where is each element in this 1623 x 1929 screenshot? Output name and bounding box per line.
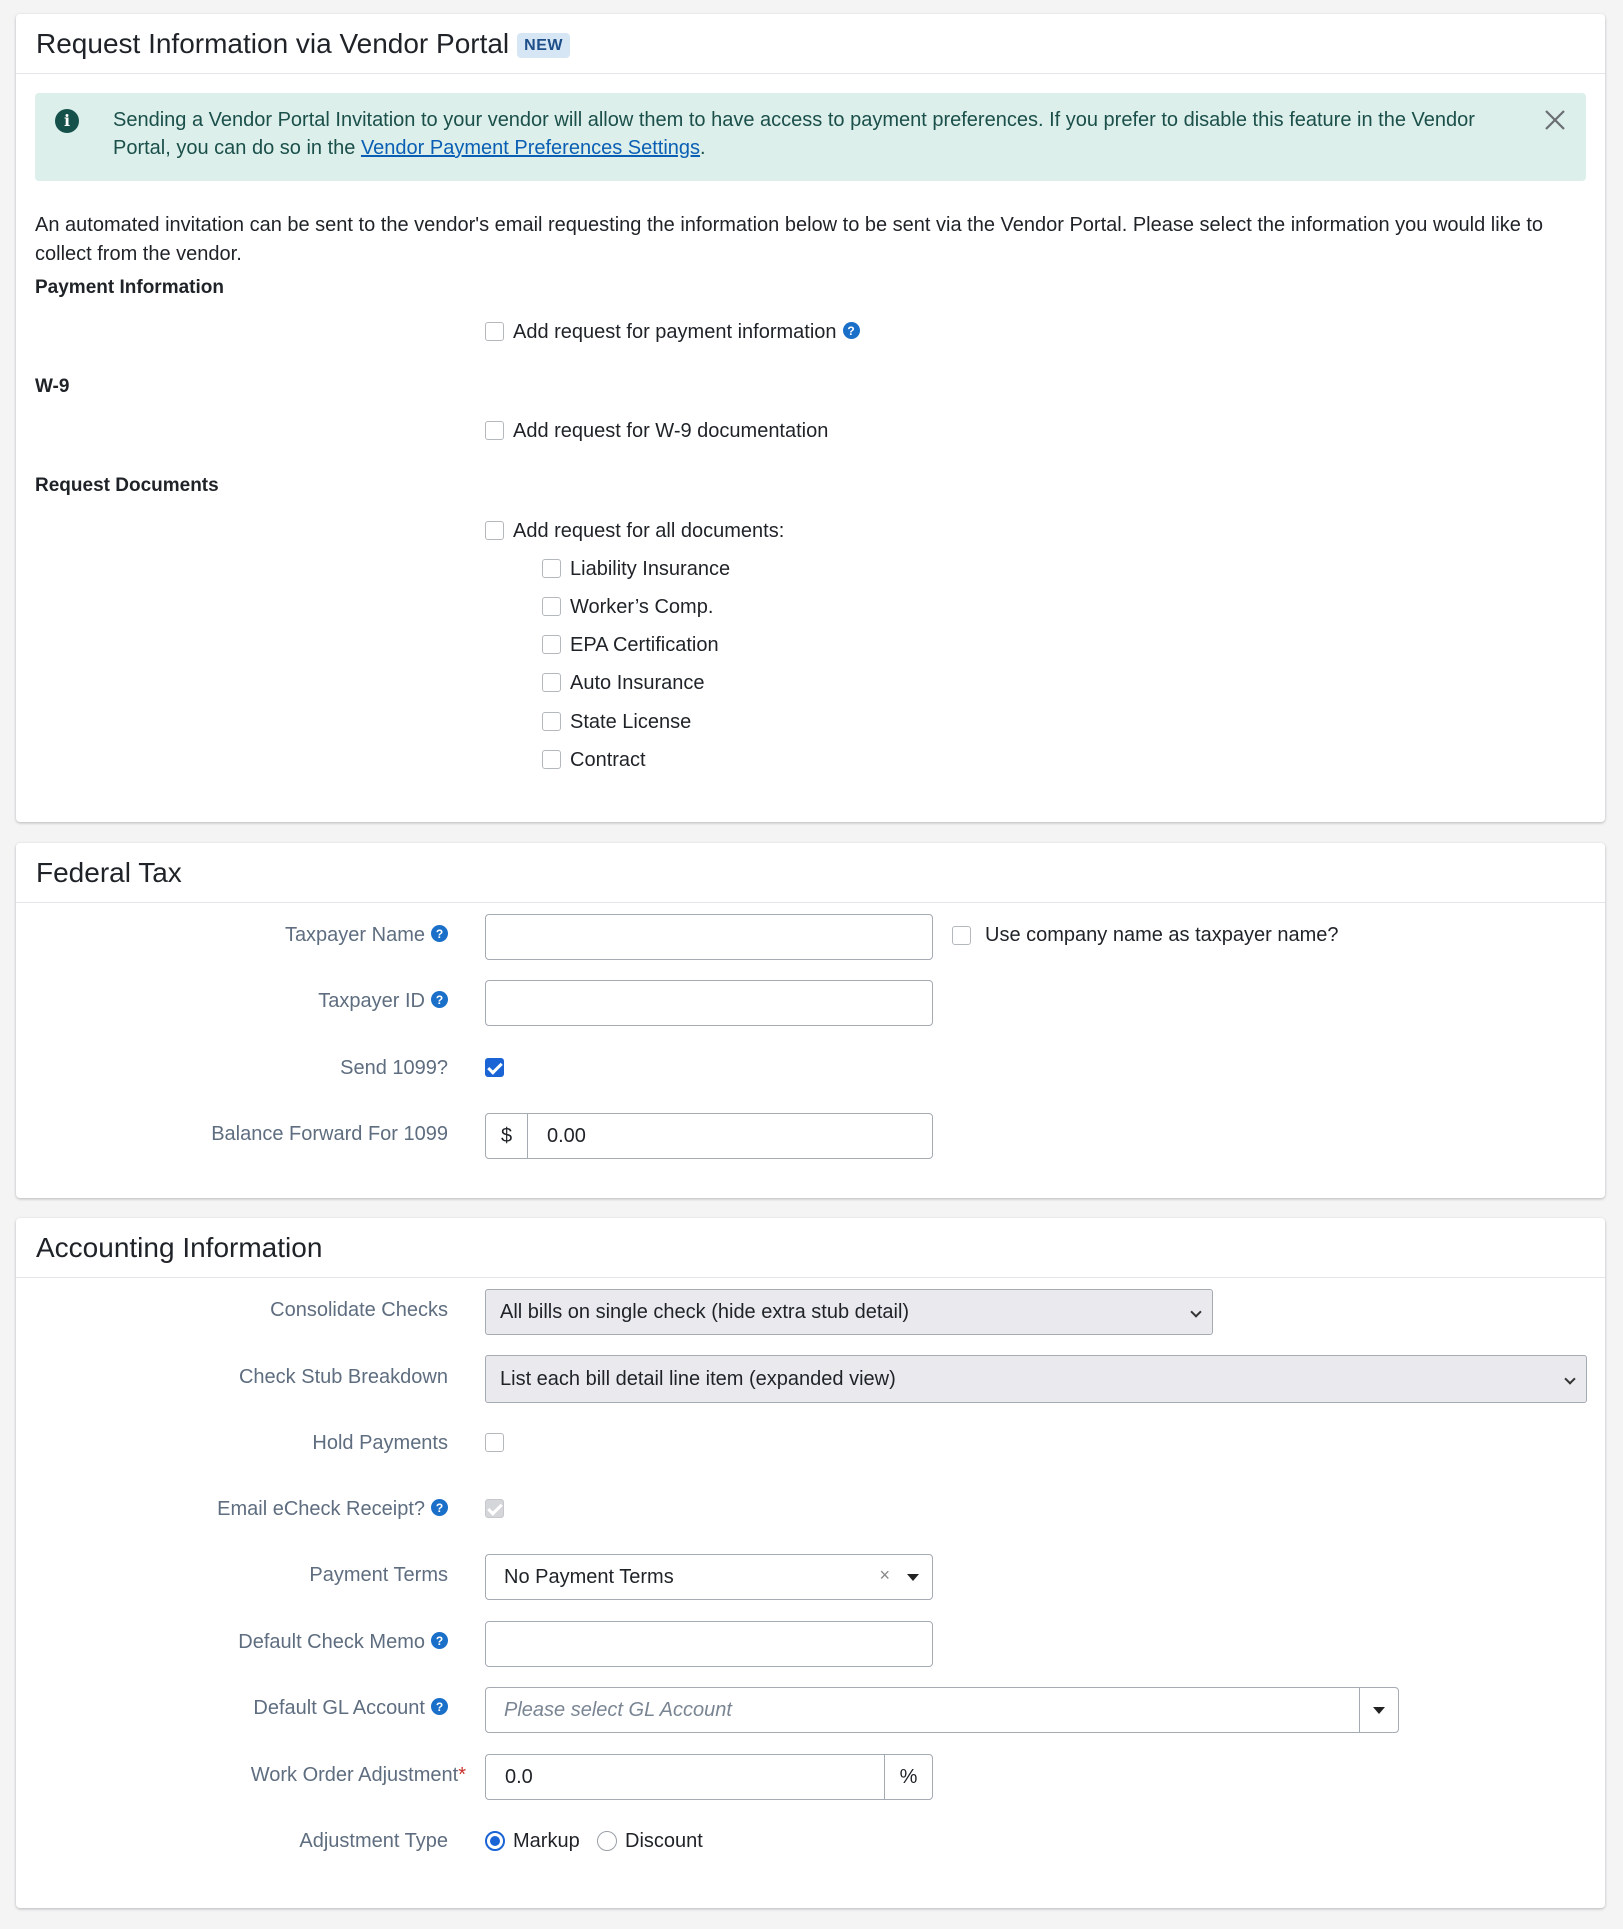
taxpayer-name-label-text: Taxpayer Name	[284, 924, 425, 946]
consolidate-checks-select[interactable]	[485, 1289, 1213, 1335]
markup-radio[interactable]	[485, 1831, 505, 1851]
help-icon[interactable]: ?	[431, 1632, 448, 1649]
default-gl-placeholder: Please select GL Account	[504, 1698, 732, 1721]
payment-terms-select[interactable]	[485, 1554, 933, 1600]
federal-tax-panel	[16, 843, 1605, 1198]
balance-forward-label: Balance Forward For 1099	[211, 1123, 448, 1145]
vendor-payment-settings-link[interactable]: Vendor Payment Preferences Settings	[360, 137, 701, 159]
send-1099-checkbox[interactable]	[485, 1058, 504, 1077]
hold-payments-checkbox[interactable]	[485, 1433, 504, 1452]
help-icon[interactable]: ?	[431, 925, 448, 942]
document-label: State License	[570, 711, 692, 733]
email-echeck-label-text: Email eCheck Receipt?	[217, 1498, 425, 1520]
alert-text: Sending a Vendor Portal Invitation to your vendor will allow them to have access to payment preferences. If you prefer to disable this feature in the Vendor Portal, you can do so in the	[113, 109, 1475, 159]
taxpayer-name-input[interactable]	[485, 914, 933, 960]
discount-label: Discount	[625, 1830, 703, 1852]
close-icon[interactable]	[1542, 107, 1568, 133]
default-memo-label	[238, 1631, 448, 1654]
help-icon[interactable]: ?	[843, 322, 860, 339]
liability-insurance-checkbox[interactable]	[542, 559, 561, 578]
email-echeck-label	[217, 1498, 448, 1521]
work-order-input-group	[485, 1754, 933, 1800]
panel-title: Request Information via Vendor Portal	[36, 27, 510, 59]
work-order-adjustment-label	[251, 1764, 466, 1787]
work-order-label-text: Work Order Adjustment	[250, 1764, 459, 1786]
accounting-panel	[16, 1218, 1605, 1908]
check-stub-select[interactable]	[485, 1355, 1587, 1403]
chevron-down-icon	[1190, 1306, 1201, 1317]
contract-checkbox[interactable]	[542, 750, 561, 769]
default-gl-label	[253, 1697, 448, 1720]
w9-heading: W-9	[35, 376, 70, 397]
caret-down-icon	[1373, 1707, 1385, 1714]
payment-info-heading: Payment Information	[35, 277, 224, 298]
gl-dropdown-toggle[interactable]	[1359, 1688, 1398, 1732]
document-label: EPA Certification	[570, 634, 719, 656]
all-documents-checkbox-label: Add request for all documents:	[513, 520, 785, 542]
vendor-portal-panel	[16, 14, 1605, 822]
default-gl-select[interactable]	[485, 1687, 1399, 1733]
check-stub-label: Check Stub Breakdown	[238, 1366, 448, 1388]
email-echeck-checkbox[interactable]	[485, 1499, 504, 1518]
clear-icon[interactable]: ×	[879, 1565, 890, 1585]
payment-info-label-text: Add request for payment information	[513, 321, 837, 343]
info-icon: i	[55, 109, 79, 133]
default-memo-input[interactable]	[485, 1621, 933, 1667]
check-stub-value: List each bill detail line item (expanded view)	[500, 1367, 896, 1390]
consolidate-checks-label: Consolidate Checks	[270, 1299, 448, 1321]
send-1099-label: Send 1099?	[340, 1057, 448, 1079]
payment-info-checkbox-label	[513, 321, 860, 344]
use-company-name-checkbox[interactable]	[952, 926, 971, 945]
caret-down-icon[interactable]	[907, 1574, 919, 1581]
w9-checkbox-label: Add request for W-9 documentation	[513, 420, 829, 442]
work-order-input[interactable]: 0.0	[505, 1765, 533, 1788]
workers-comp-checkbox[interactable]	[542, 597, 561, 616]
panel-header	[16, 843, 1605, 903]
document-label: Auto Insurance	[570, 672, 705, 694]
document-label: Liability Insurance	[570, 558, 731, 580]
panel-title: Accounting Information	[36, 1231, 323, 1263]
new-badge: NEW	[517, 33, 570, 58]
required-marker: *	[458, 1764, 466, 1786]
balance-forward-input-group	[485, 1113, 933, 1159]
balance-forward-input[interactable]: 0.00	[547, 1124, 586, 1147]
discount-radio[interactable]	[597, 1831, 617, 1851]
hold-payments-label: Hold Payments	[312, 1432, 448, 1454]
alert-text-end: .	[700, 137, 706, 159]
currency-addon: $	[486, 1114, 528, 1158]
all-documents-checkbox[interactable]	[485, 521, 504, 540]
panel-header	[16, 1218, 1605, 1278]
taxpayer-id-label-text: Taxpayer ID	[318, 990, 425, 1012]
default-memo-label-text: Default Check Memo	[238, 1631, 425, 1653]
chevron-down-icon	[1564, 1373, 1575, 1384]
payment-terms-label: Payment Terms	[309, 1564, 448, 1586]
default-gl-label-text: Default GL Account	[253, 1697, 425, 1719]
info-alert	[35, 93, 1586, 181]
payment-info-checkbox[interactable]	[485, 322, 504, 341]
help-icon[interactable]: ?	[431, 1499, 448, 1516]
consolidate-checks-value: All bills on single check (hide extra stub detail)	[500, 1300, 910, 1323]
taxpayer-id-label	[318, 990, 448, 1013]
w9-checkbox[interactable]	[485, 421, 504, 440]
adjustment-type-label: Adjustment Type	[299, 1830, 448, 1852]
payment-terms-value: No Payment Terms	[504, 1565, 674, 1588]
use-company-name-label: Use company name as taxpayer name?	[985, 924, 1339, 946]
epa-certification-checkbox[interactable]	[542, 635, 561, 654]
alert-message	[113, 106, 1533, 162]
request-documents-heading: Request Documents	[35, 475, 219, 496]
help-icon[interactable]: ?	[431, 991, 448, 1008]
help-icon[interactable]: ?	[431, 1698, 448, 1715]
taxpayer-name-label	[285, 924, 448, 947]
taxpayer-id-input[interactable]	[485, 980, 933, 1026]
document-label: Worker’s Comp.	[570, 596, 714, 618]
panel-header	[16, 14, 1605, 74]
intro-text: An automated invitation can be sent to the vendor's email requesting the information below to be sent via the Vendor Portal. Please select the information you would like to collect from the vendor.	[35, 214, 1544, 265]
markup-label: Markup	[513, 1830, 580, 1852]
panel-title: Federal Tax	[36, 856, 182, 888]
document-label: Contract	[570, 749, 646, 771]
auto-insurance-checkbox[interactable]	[542, 673, 561, 692]
state-license-checkbox[interactable]	[542, 712, 561, 731]
percent-addon: %	[884, 1755, 932, 1799]
